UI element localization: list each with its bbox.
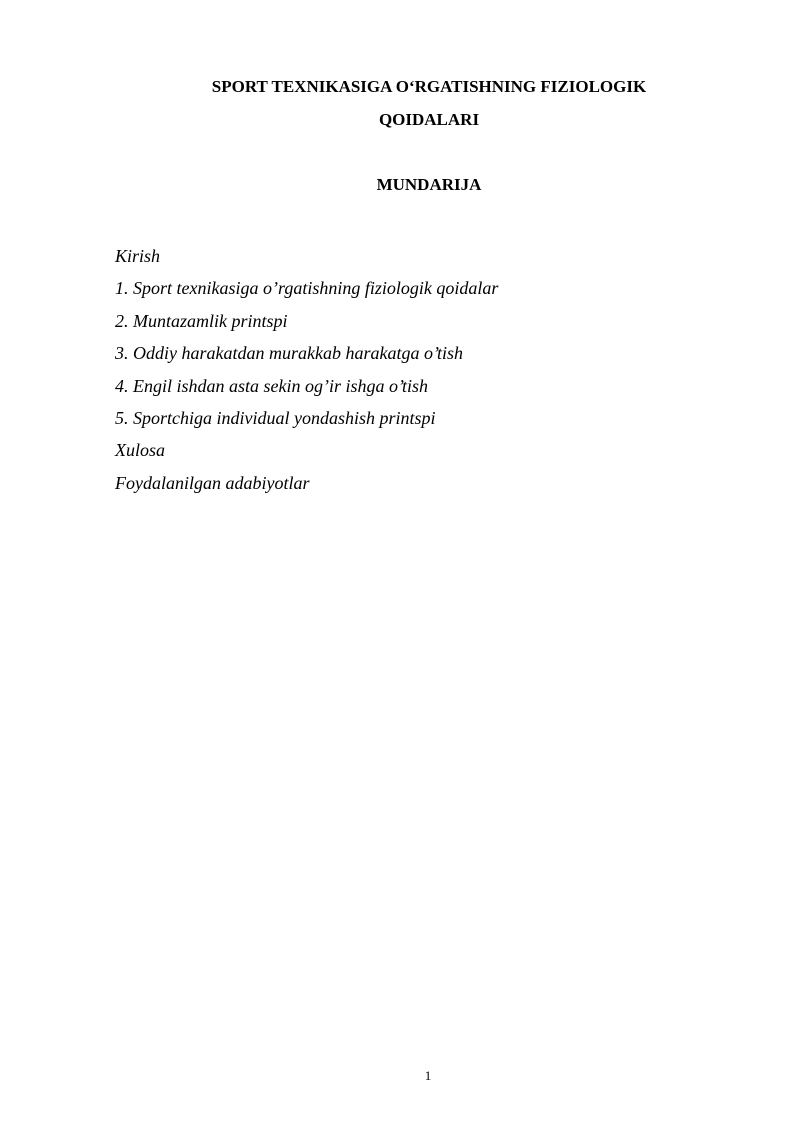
toc-item-conclusion: Xulosa bbox=[115, 440, 166, 461]
toc-item-references: Foydalanilgan adabiyotlar bbox=[115, 472, 310, 493]
document-title-line-1: SPORT TEXNIKASIGA O‘RGATISHNING FIZIOLOGIK bbox=[211, 77, 647, 96]
table-of-contents bbox=[115, 240, 498, 499]
toc-item-introduction: Kirish bbox=[115, 246, 161, 266]
table-of-contents-heading: MUNDARIJA bbox=[376, 175, 482, 194]
toc-item-chapter-3: 3. Oddiy harakatdan murakkab harakatga o’tish bbox=[115, 343, 463, 364]
document-title-line-2: QOIDALARI bbox=[378, 110, 480, 129]
toc-item-chapter-5: 5. Sportchiga individual yondashish printspi bbox=[115, 408, 436, 429]
toc-item-chapter-2: 2. Muntazamlik printspi bbox=[115, 310, 288, 331]
toc-item-chapter-4: 4. Engil ishdan asta sekin og’ir ishga o’tish bbox=[115, 375, 429, 396]
page-number: 1 bbox=[424, 1068, 432, 1083]
toc-item-chapter-1: 1. Sport texnikasiga o’rgatishning fiziologik qoidalar bbox=[115, 278, 499, 299]
